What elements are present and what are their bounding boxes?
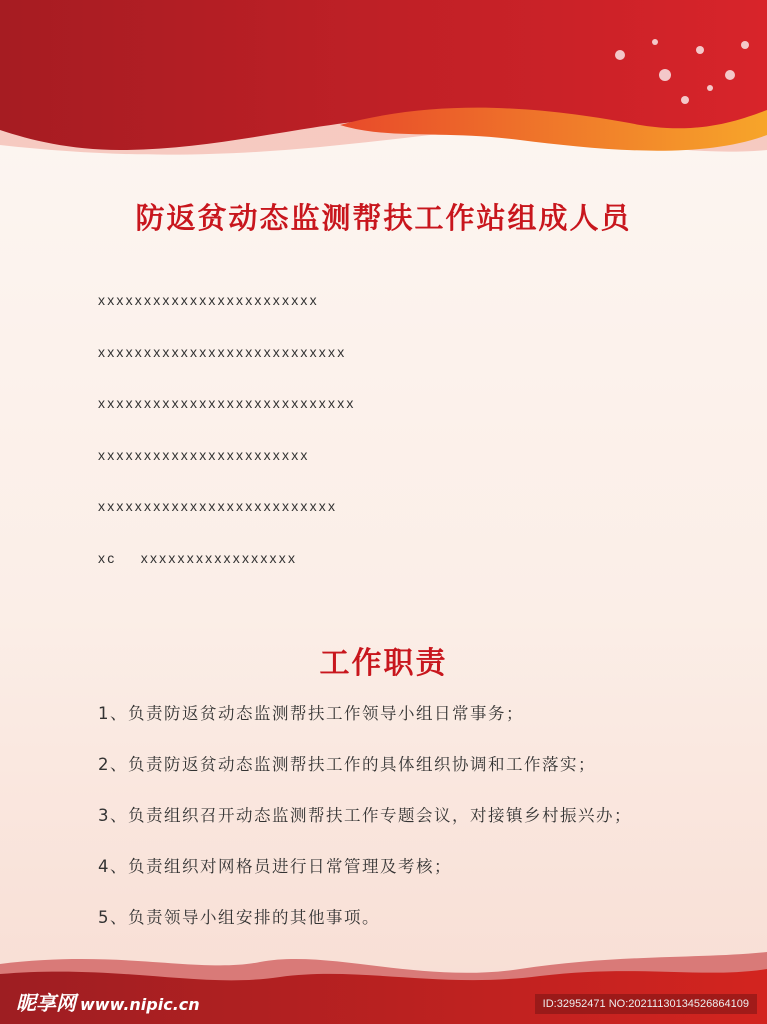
duty-item: 4、负责组织对网格员进行日常管理及考核； xyxy=(98,857,452,876)
header-wave-banner xyxy=(0,0,767,170)
duty-item: 2、负责防返贫动态监测帮扶工作的具体组织协调和工作落实； xyxy=(98,755,596,774)
member-item: xxxxxxxxxxxxxxxxxxxxxxxxxxx xyxy=(98,343,347,360)
watermark-id: ID:32952471 NO:20211130134526864109 xyxy=(535,994,757,1014)
member-item: xxxxxxxxxxxxxxxxxxxxxxx xyxy=(98,446,310,463)
logo-text: 昵享网 xyxy=(16,991,76,1015)
duty-item: 1、负责防返贫动态监测帮扶工作领导小组日常事务； xyxy=(98,704,524,723)
duties-title: 工作职责 xyxy=(319,646,448,681)
duty-list xyxy=(98,700,632,955)
member-item: xxxxxxxxxxxxxxxxxxxxxxxxxxxx xyxy=(98,395,356,411)
member-item: xxxxxxxxxxxxxxxxxxxxxxxx xyxy=(98,292,319,308)
duty-item: 5、负责领导小组安排的其他事项。 xyxy=(98,908,380,927)
member-list xyxy=(98,292,356,601)
duty-item: 3、负责组织召开动态监测帮扶工作专题会议，对接镇乡村振兴办； xyxy=(98,806,632,825)
member-item: xxxxxxxxxxxxxxxxxxxxxxxxxx xyxy=(98,498,338,514)
page-title: 防返贫动态监测帮扶工作站组成人员 xyxy=(135,201,632,235)
watermark-logo xyxy=(16,987,200,1016)
member-item: xc xxxxxxxxxxxxxxxxx xyxy=(98,549,298,566)
watermark-url: www.nipic.cn xyxy=(80,995,200,1014)
